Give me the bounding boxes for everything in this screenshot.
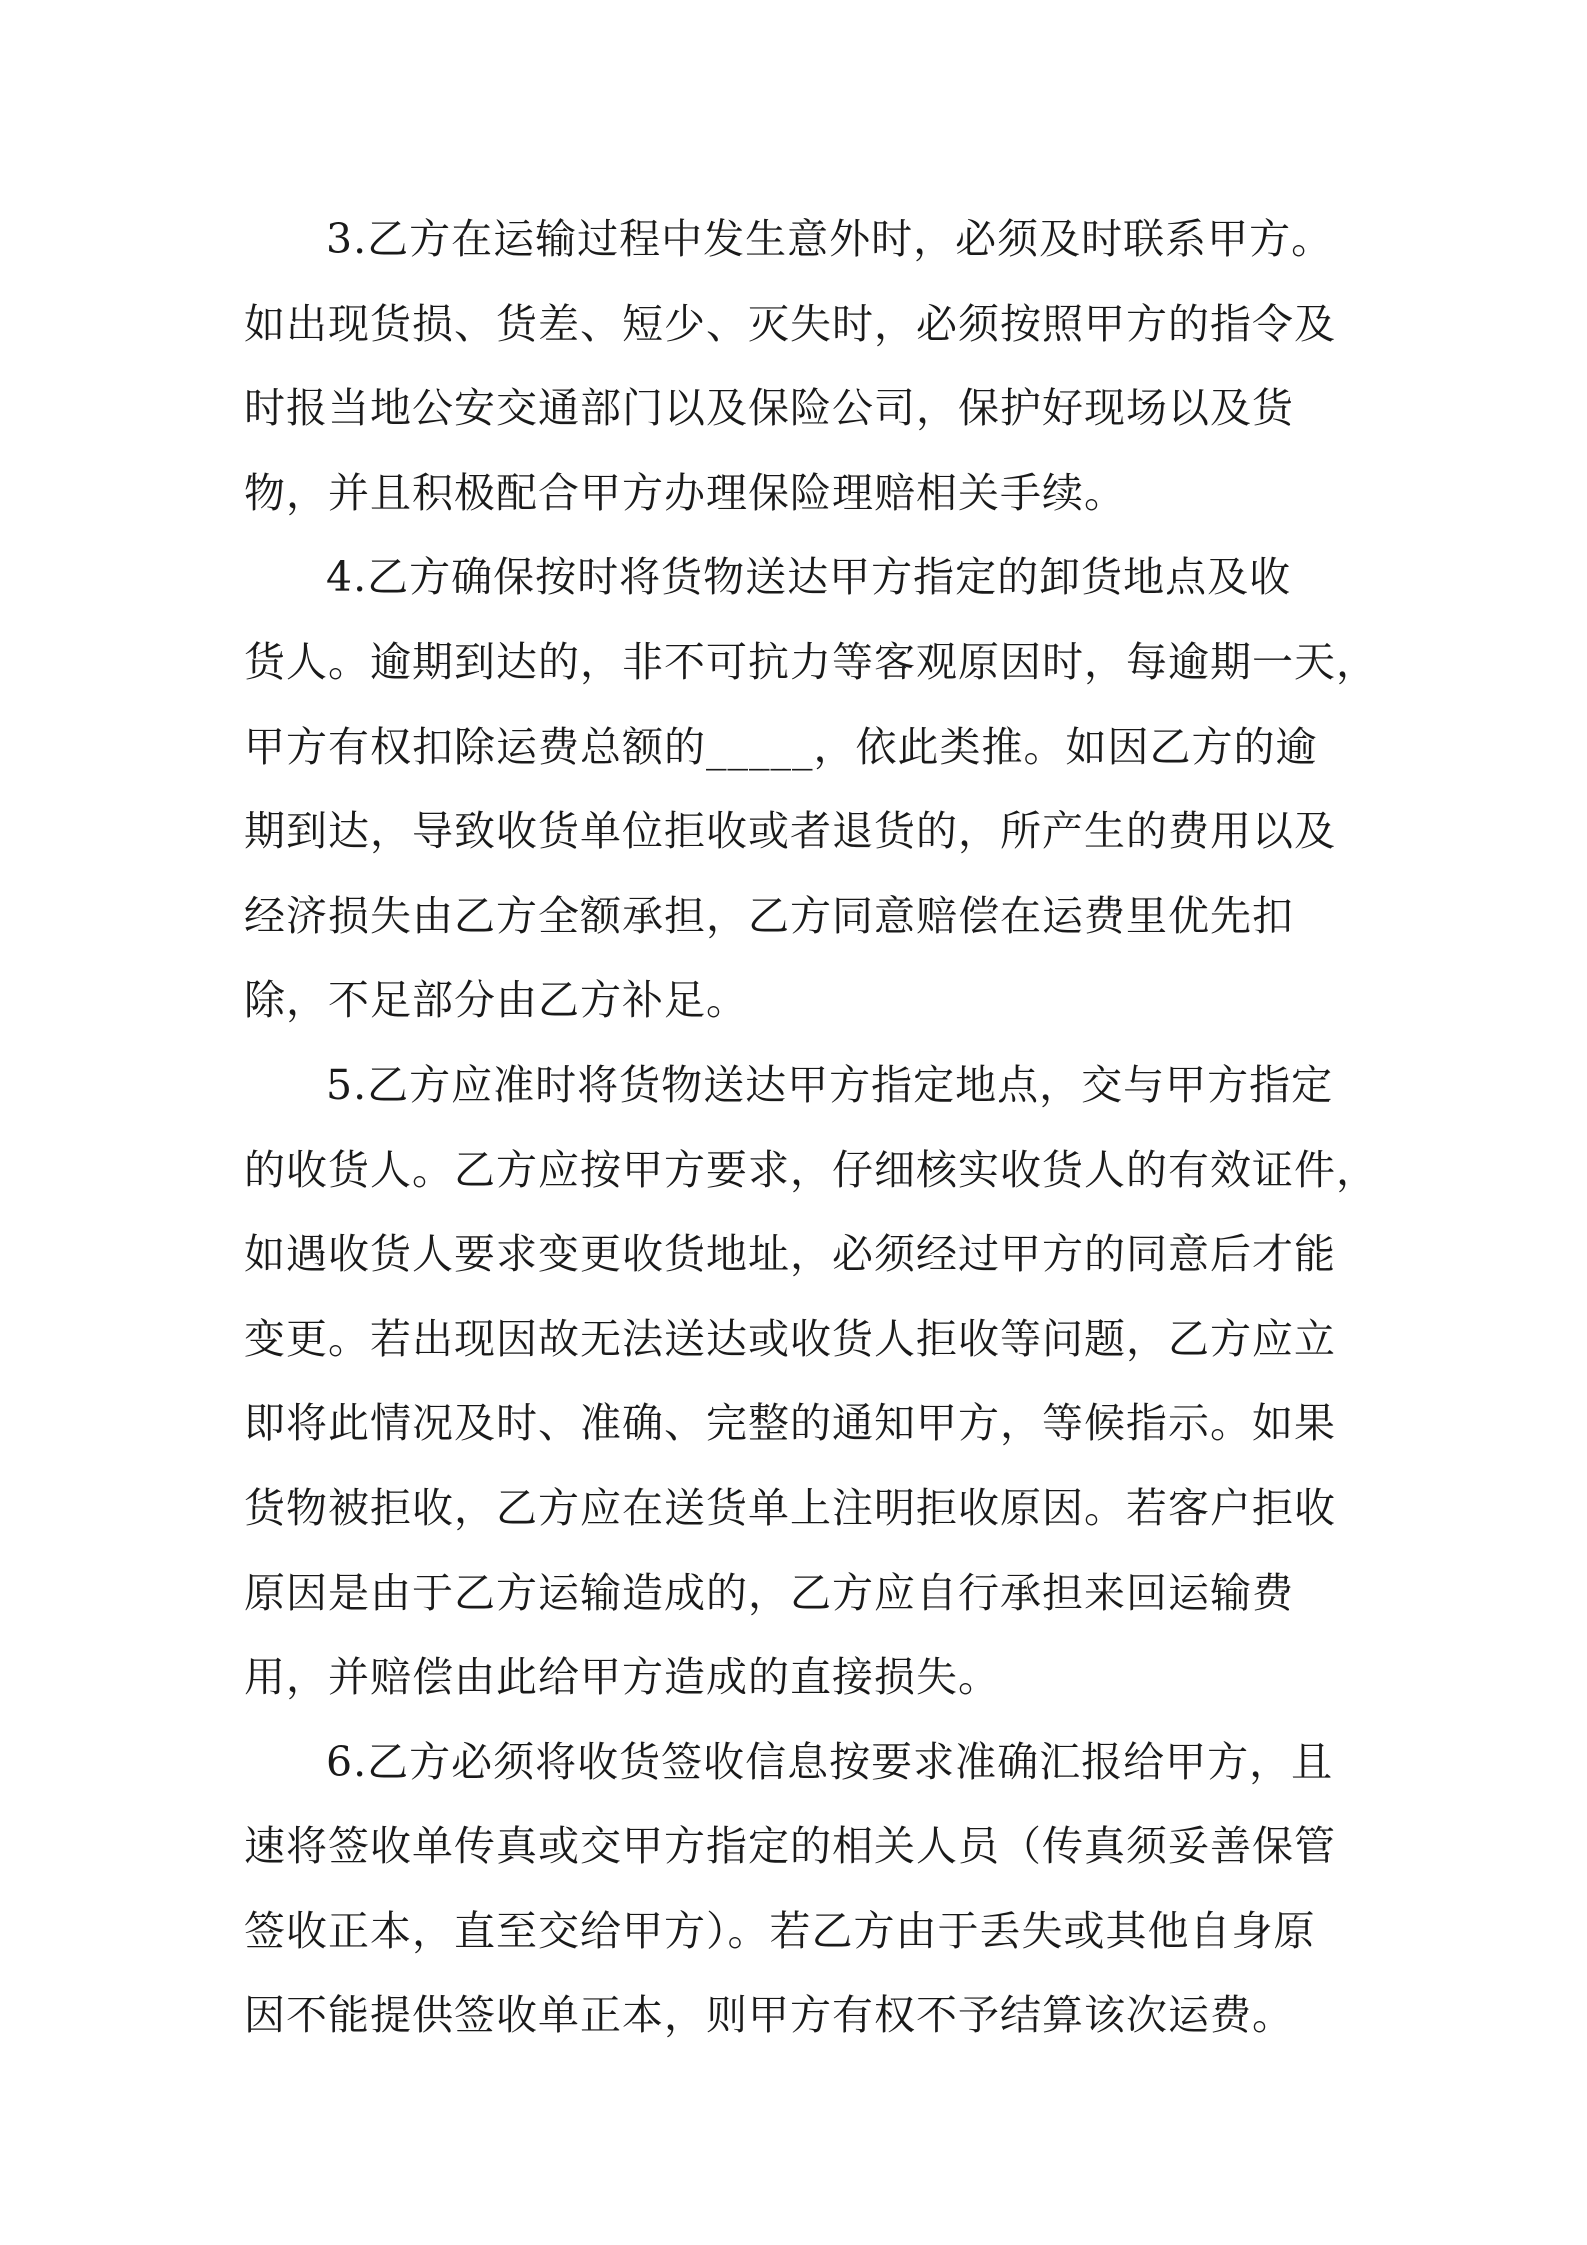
paragraph-line: 如出现货损、货差、短少、灭失时，必须按照甲方的指令及 xyxy=(244,299,1336,348)
paragraph-line: 即将此情况及时、准确、完整的通知甲方，等候指示。如果 xyxy=(244,1399,1336,1448)
clause-5-paragraph xyxy=(244,1043,1378,1720)
fill-in-blank: _____ xyxy=(706,722,814,771)
clause-6-paragraph xyxy=(244,1720,1344,2058)
paragraph-line: 4.乙方确保按时将货物送达甲方指定的卸货地点及收 xyxy=(326,553,1292,602)
line-text-before-blank: 甲方有权扣除运费总额的 xyxy=(244,722,706,771)
paragraph-line: 期到达，导致收货单位拒收或者退货的，所产生的费用以及 xyxy=(244,807,1336,856)
paragraph-line: 的收货人。乙方应按甲方要求，仔细核实收货人的有效证件， xyxy=(244,1145,1378,1194)
paragraph-line: 物，并且积极配合甲方办理保险理赔相关手续。 xyxy=(244,468,1126,517)
paragraph-line: 因不能提供签收单正本，则甲方有权不予结算该次运费。 xyxy=(244,1991,1294,2040)
document-body xyxy=(244,197,1378,2058)
paragraph-line: 货物被拒收，乙方应在送货单上注明拒收原因。若客户拒收 xyxy=(244,1483,1336,1532)
paragraph-line: 原因是由于乙方运输造成的，乙方应自行承担来回运输费 xyxy=(244,1568,1294,1617)
clause-3-paragraph xyxy=(244,197,1344,535)
paragraph-line: 3.乙方在运输过程中发生意外时，必须及时联系甲方。 xyxy=(326,215,1334,263)
paragraph-line: 时报当地公安交通部门以及保险公司，保护好现场以及货 xyxy=(244,384,1294,433)
paragraph-line: 签收正本，直至交给甲方）。若乙方由于丢失或其他自身原 xyxy=(244,1906,1316,1955)
paragraph-line: 如遇收货人要求变更收货地址，必须经过甲方的同意后才能 xyxy=(244,1230,1336,1279)
clause-4-paragraph xyxy=(244,535,1378,1043)
paragraph-line: 速将签收单传真或交甲方指定的相关人员（传真须妥善保管 xyxy=(244,1822,1336,1871)
paragraph-line: 6.乙方必须将收货签收信息按要求准确汇报给甲方，且 xyxy=(326,1737,1334,1786)
paragraph-line: 变更。若出现因故无法送达或收货人拒收等问题，乙方应立 xyxy=(244,1314,1336,1363)
paragraph-line-with-blank xyxy=(244,705,1344,790)
paragraph-line: 经济损失由乙方全额承担，乙方同意赔偿在运费里优先扣 xyxy=(244,891,1294,940)
paragraph-line: 货人。逾期到达的，非不可抗力等客观原因时，每逾期一天， xyxy=(244,637,1378,686)
line-text-after-blank: ，依此类推。如因乙方的逾 xyxy=(813,722,1318,771)
paragraph-line: 除，不足部分由乙方补足。 xyxy=(244,976,748,1025)
paragraph-line: 5.乙方应准时将货物送达甲方指定地点，交与甲方指定 xyxy=(326,1060,1334,1109)
paragraph-line: 用，并赔偿由此给甲方造成的直接损失。 xyxy=(244,1653,1000,1702)
